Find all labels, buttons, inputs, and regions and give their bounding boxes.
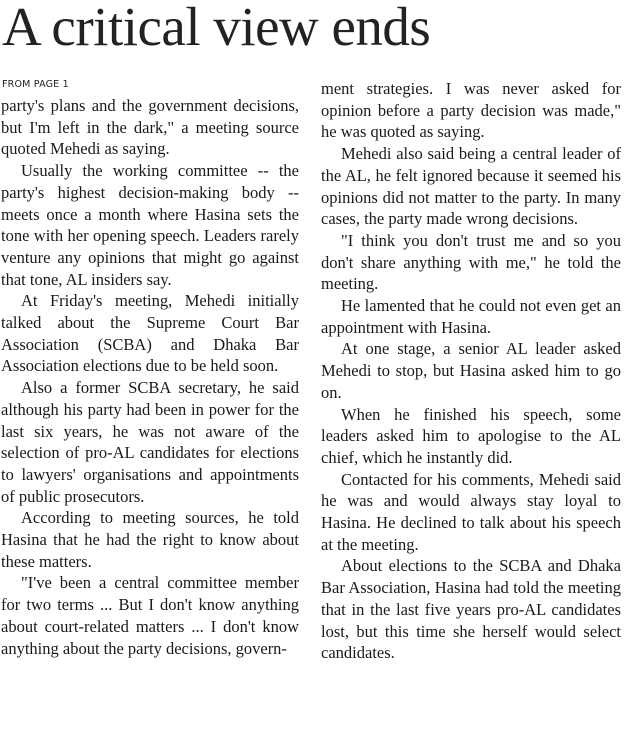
paragraph: He lamented that he could not even get an appointment with Hasina. xyxy=(321,296,621,337)
paragraph: ment strategies. I was never asked for opinion before a party decision was made," he was quoted as saying. xyxy=(321,79,621,142)
paragraph: At Friday's meeting, Mehedi initially talked about the Supreme Court Bar Association (SCBA) and Dhaka Bar Association elections due to be held soon. xyxy=(1,291,299,376)
paragraph: Also a former SCBA secretary, he said although his party had been in power for the last six years, he was not aware of the selection of pro-AL candidates for elections to lawyers' organisations and appointments of public prosecutors. xyxy=(1,378,299,506)
paragraph: At one stage, a senior AL leader asked Mehedi to stop, but Hasina asked him to go on. xyxy=(321,339,621,402)
paragraph: "I think you don't trust me and so you don't share anything with me," he told the meeting. xyxy=(321,230,621,294)
left-column xyxy=(1,95,299,659)
headline: A critical view ends xyxy=(2,0,431,57)
paragraph: Usually the working committee -- the party's highest decision-making body -- meets once a month where Hasina sets the tone with her opening speech. Leaders rarely venture any opinions that might go against that tone, AL insiders say. xyxy=(1,161,299,289)
paragraph: About elections to the SCBA and Dhaka Bar Association, Hasina had told the meeting that in the last five years pro-AL candidates lost, but this time she herself would select candidates. xyxy=(321,556,621,663)
paragraph: Mehedi also said being a central leader of the AL, he felt ignored because it seemed his opinions did not matter to the party. In many cases, the party made wrong decisions. xyxy=(321,144,621,229)
paragraph: When he finished his speech, some leaders asked him to apologise to the AL chief, which he instantly did. xyxy=(321,404,621,467)
paragraph: "I've been a central committee member for two terms ... But I don't know anything about court-related matters ... I don't know anything about the party decisions, govern- xyxy=(1,573,299,658)
paragraph: Contacted for his comments, Mehedi said he was and would always stay loyal to Hasina. He declined to talk about his speech at the meeting. xyxy=(321,469,621,554)
jump-line: FROM PAGE 1 xyxy=(2,79,69,90)
paragraph: party's plans and the government decisions, but I'm left in the dark," a meeting source quoted Mehedi as saying. xyxy=(1,96,299,159)
paragraph: According to meeting sources, he told Hasina that he had the right to know about these matters. xyxy=(1,508,299,571)
right-column xyxy=(321,78,621,664)
